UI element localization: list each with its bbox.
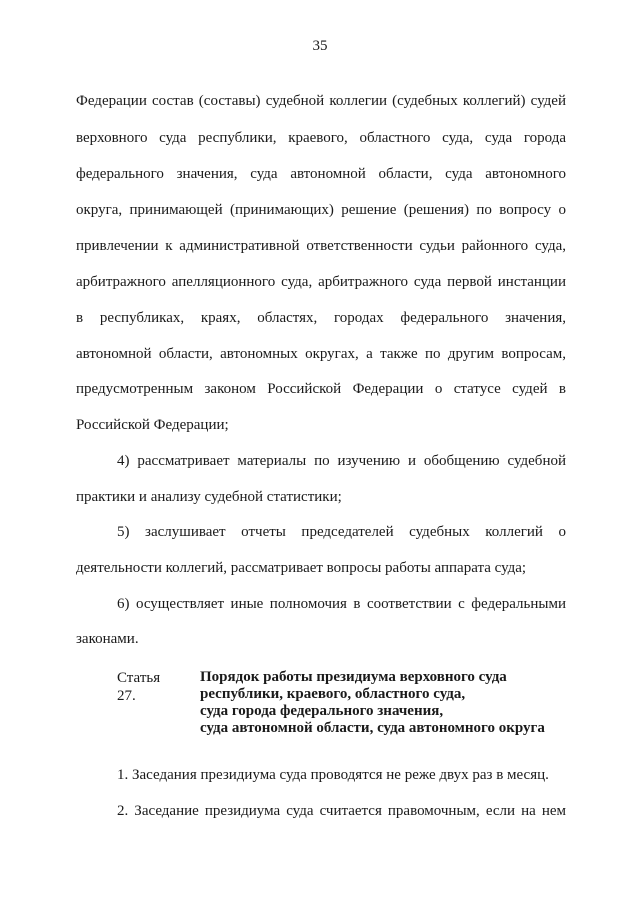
- item-4-line-2: практики и анализу судебной статистики;: [76, 489, 342, 505]
- article-title-line: суда города федерального значения,: [200, 703, 444, 719]
- article-title-line: республики, краевого, областного суда,: [200, 686, 466, 702]
- item-6-line-2: законами.: [76, 631, 139, 647]
- item-5-line-1: 5) заслушивает отчеты председателей судебных коллегий о: [117, 524, 566, 540]
- point-2: 2. Заседание президиума суда считается правомочным, если на нем: [117, 803, 566, 819]
- point-1: 1. Заседания президиума суда проводятся не реже двух раз в месяц.: [117, 767, 549, 783]
- page-number: 35: [312, 38, 328, 54]
- text-line-10: Российской Федерации;: [76, 417, 229, 433]
- text-line-9: предусмотренным законом Российской Федерации о статусе судей в: [76, 381, 566, 397]
- item-4-line-1: 4) рассматривает материалы по изучению и обобщению судебной: [117, 453, 566, 469]
- article-title-line: Порядок работы президиума верховного суда: [200, 669, 507, 685]
- text-line-6: арбитражного апелляционного суда, арбитражного суда первой инстанции: [76, 274, 566, 290]
- article-title: [200, 669, 545, 737]
- item-5-line-2: деятельности коллегий, рассматривает вопросы работы аппарата суда;: [76, 560, 527, 576]
- text-line-7: в республиках, краях, областях, городах федерального значения,: [76, 310, 566, 326]
- article-label: Статья 27.: [117, 670, 161, 704]
- text-line-8: автономной области, автономных округах, а также по другим вопросам,: [76, 346, 566, 362]
- text-line-2: верховного суда республики, краевого, областного суда, суда города: [76, 130, 566, 146]
- article-title-line: суда автономной области, суда автономного округа: [200, 720, 545, 736]
- text-line-5: привлечении к административной ответственности судьи районного суда,: [76, 238, 566, 254]
- item-6-line-1: 6) осуществляет иные полномочия в соответствии с федеральными: [117, 596, 566, 612]
- text-line-1: Федерации состав (составы) судебной коллегии (судебных коллегий) судей: [76, 93, 566, 109]
- text-line-3: федерального значения, суда автономной области, суда автономного: [76, 166, 566, 182]
- text-line-4: округа, принимающей (принимающих) решение (решения) по вопросу о: [76, 202, 566, 218]
